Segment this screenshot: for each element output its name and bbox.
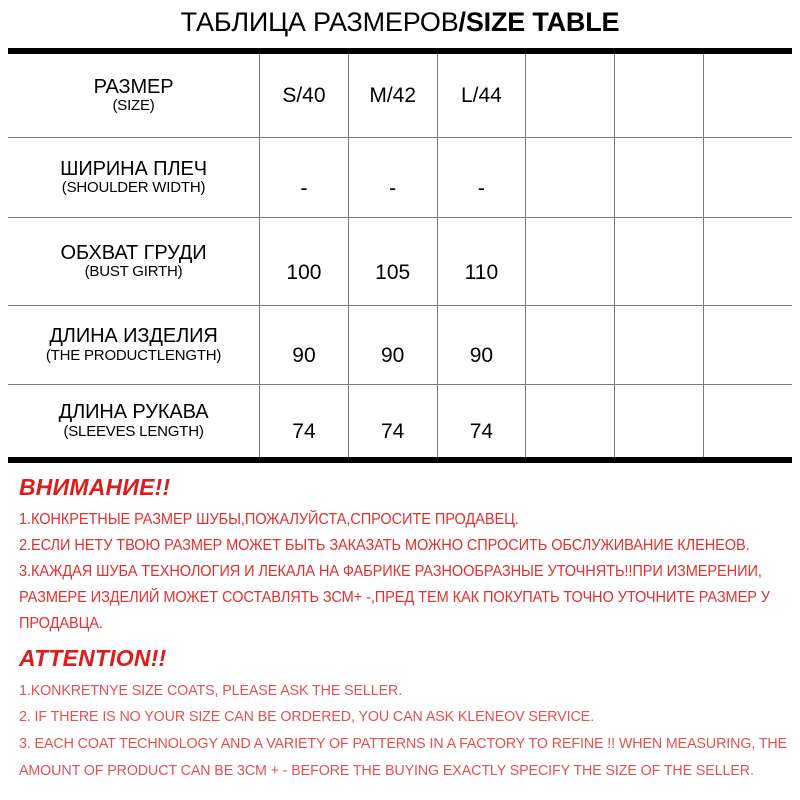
row-label-en: (BUST GIRTH) [84, 263, 183, 281]
attention-heading-russian: ВНИМАНИЕ!! [19, 474, 171, 500]
table-header-row [8, 54, 792, 138]
table-cell-empty [615, 218, 704, 306]
table-row-label-product-length [8, 306, 260, 385]
note-item-ru-3-cont-1: РАЗМЕРЕ ИЗДЕЛИЙ МОЖЕТ СОСТАВЛЯТЬ ЗСМ+ -,ПРЕД ТЕМ КАК ПОКУПАТЬ ТОЧНО УТОЧНИТЕ РАЗМЕР У [19, 589, 770, 607]
table-cell-empty [526, 54, 615, 138]
table-cell-empty [615, 138, 704, 218]
note-item-en-3: 3. EACH COAT TECHNOLOGY AND A VARIETY OF PATTERNS IN A FACTORY TO REFINE !! WHEN MEASURING, THE [19, 735, 788, 753]
page-title-english: SIZE TABLE [465, 7, 620, 37]
note-item-ru-1: 1.КОНКРЕТНЫЕ РАЗМЕР ШУБЫ,ПОЖАЛУЙСТА,СПРОСИТЕ ПРОДАВЕЦ. [19, 511, 519, 528]
table-cell-value: - [348, 138, 437, 218]
table-row [8, 385, 792, 458]
size-table [8, 54, 792, 457]
row-label-ru: ДЛИНА ИЗДЕЛИЯ [49, 325, 218, 348]
table-cell-value: 110 [437, 218, 526, 306]
table-cell-value: - [437, 138, 526, 218]
table-cell-size-m [348, 54, 437, 138]
size-table-frame [8, 48, 792, 463]
table-cell-value: - [260, 138, 349, 218]
table-cell-size-l [437, 54, 526, 138]
table-cell-empty [615, 54, 704, 138]
size-value: M/42 [369, 83, 417, 107]
page-title [181, 7, 620, 38]
table-row [8, 218, 792, 306]
row-label-en: (SHOULDER WIDTH) [61, 179, 206, 197]
table-cell-empty [703, 218, 792, 306]
row-label-ru: РАЗМЕР [93, 75, 174, 98]
table-cell-value: 90 [348, 306, 437, 385]
table-cell-empty [615, 306, 704, 385]
table-cell-value: 90 [437, 306, 526, 385]
table-cell-empty [703, 306, 792, 385]
table-row [8, 138, 792, 218]
table-cell-empty [526, 306, 615, 385]
page-title-russian: ТАБЛИЦА РАЗМЕРОВ [180, 7, 459, 37]
table-cell-empty [526, 138, 615, 218]
note-item-en-1: 1.KONKRETNYE SIZE COATS, PLEASE ASK THE SELLER. [19, 681, 403, 699]
table-row [8, 306, 792, 385]
note-item-ru-2: 2.ЕСЛИ НЕТУ ТВОЮ РАЗМЕР МОЖЕТ БЫТЬ ЗАКАЗАТЬ МОЖНО СПРОСИТЬ ОБСЛУЖИВАНИЕ КЛЕНЕОВ. [19, 537, 750, 555]
page-title-container [0, 0, 800, 38]
table-row-label-sleeves-length [8, 385, 260, 458]
table-cell-value: 100 [260, 218, 349, 306]
size-value: S/40 [282, 83, 326, 107]
page-title-separator: / [458, 7, 466, 37]
table-cell-size-s [260, 54, 349, 138]
row-label-en: (THE PRODUCTLENGTH) [45, 346, 222, 364]
row-label-ru: ОБХВАТ ГРУДИ [60, 241, 207, 264]
table-cell-value: 90 [260, 306, 349, 385]
table-row-label-size [8, 54, 260, 138]
table-cell-value: 74 [348, 385, 437, 458]
table-cell-empty [703, 54, 792, 138]
table-cell-empty [615, 385, 704, 458]
row-label-ru: ДЛИНА РУКАВА [58, 401, 209, 424]
note-item-en-3-cont: AMOUNT OF PRODUCT CAN BE 3CM + - BEFORE THE BUYING EXACTLY SPECIFY THE SIZE OF THE SELLER. [19, 761, 754, 779]
table-cell-empty [526, 385, 615, 458]
table-row-label-bust-girth [8, 218, 260, 306]
row-label-ru: ШИРИНА ПЛЕЧ [60, 157, 207, 180]
table-cell-empty [703, 138, 792, 218]
table-cell-value: 105 [348, 218, 437, 306]
row-label-en: (SLEEVES LENGTH) [63, 422, 204, 440]
table-cell-empty [526, 218, 615, 306]
notes-section [0, 463, 800, 784]
size-value: L/44 [460, 83, 502, 107]
attention-heading-english: ATTENTION!! [19, 644, 167, 671]
table-cell-value: 74 [260, 385, 349, 458]
table-row-label-shoulder-width [8, 138, 260, 218]
note-item-ru-3-cont-2: ПРОДАВЦА. [19, 615, 103, 633]
row-label-en: (SIZE) [112, 97, 155, 115]
table-cell-value: 74 [437, 385, 526, 458]
note-item-en-2: 2. IF THERE IS NO YOUR SIZE CAN BE ORDERED, YOU CAN ASK KLENEOV SERVICE. [19, 708, 594, 726]
note-item-ru-3: 3.КАЖДАЯ ШУБА ТЕХНОЛОГИЯ И ЛЕКАЛА НА ФАБРИКЕ РАЗНООБРАЗНЫЕ УТОЧНЯТЬ!!ПРИ ИЗМЕРЕНИИ, [19, 563, 762, 581]
table-cell-empty [703, 385, 792, 458]
